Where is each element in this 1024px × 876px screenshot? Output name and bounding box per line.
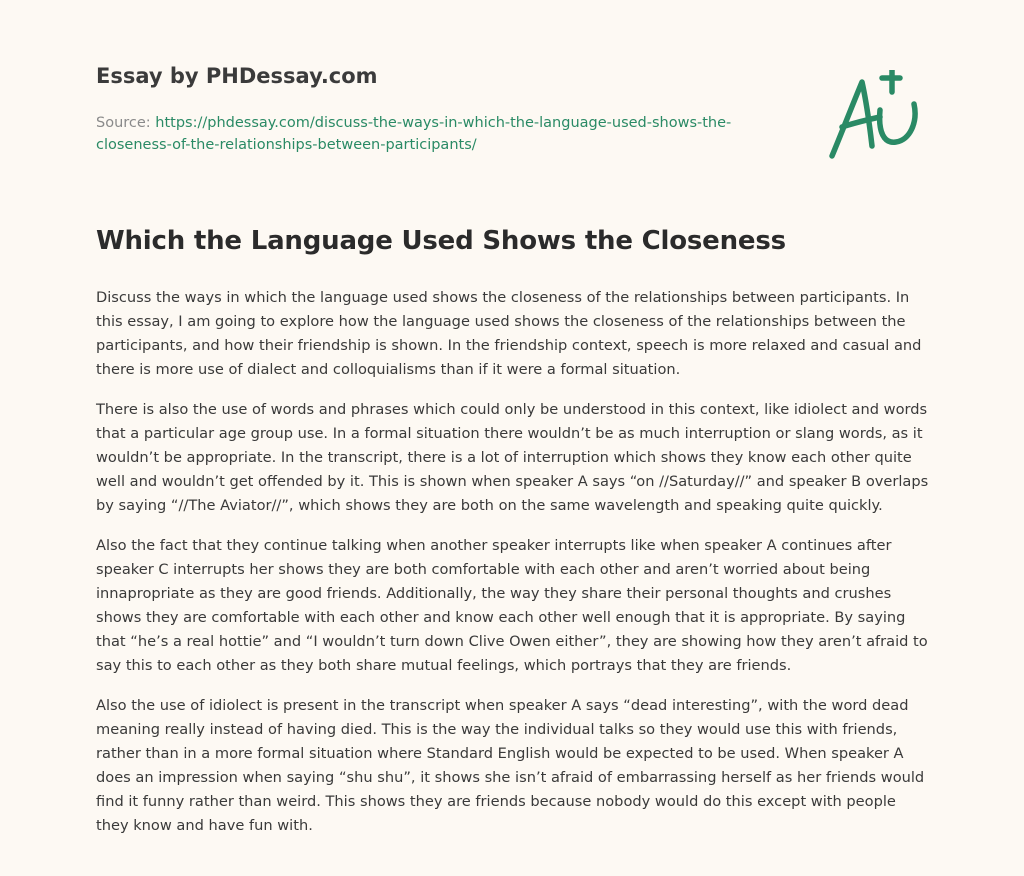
essay-paragraph: Discuss the ways in which the language used shows the closeness of the relationships between participants. In this essay, I am going to explore how the language used shows the closeness of the relationships between the participants, and how their friendship is shown. In the friendship context, speech is more relaxed and casual and there is more use of dialect and colloquialisms than if it were a formal situation. bbox=[96, 289, 922, 378]
source-label: Source: bbox=[96, 115, 156, 131]
essay-paragraph: Also the fact that they continue talking when another speaker interrupts like when speaker A continues after speaker C interrupts her shows they are both comfortable with each other and aren’t worried about being innapropriate as they are good friends. Additionally, the way they share their personal thoughts and crushes shows they are comfortable with each other and know each other well enough that it is appropriate. By saying that “he’s a real hottie” and “I wouldn’t turn down Clive Owen either”, they are showing how they aren’t afraid to say this to each other as they both share mutual feelings, which portrays that they are friends. bbox=[96, 537, 928, 674]
essay-paragraph: Also the use of idiolect is present in the transcript when speaker A says “dead interesting”, with the word dead meaning really instead of having died. This is the way the individual talks so they would use this with friends, rather than in a more formal situation where Standard English would be expected to be used. When speaker A does an impression when saying “shu shu”, it shows she isn’t afraid of embarrassing herself as her friends would find it funny rather than weird. This shows they are friends because nobody would do this except with people they know and have fun with. bbox=[96, 697, 925, 834]
essay-paragraph: There is also the use of words and phrases which could only be understood in this context, like idiolect and words that a particular age group use. In a formal situation there wouldn’t be as much interruption or slang words, as it wouldn’t be appropriate. In the transcript, there is a lot of interruption which shows they know each other quite well and wouldn’t get offended by it. This is shown when speaker A says “on //Saturday//” and speaker B overlaps by saying “//The Aviator//”, which shows they are both on the same wavelength and speaking quite quickly. bbox=[96, 401, 929, 514]
site-brand: Essay by PHDessay.com bbox=[96, 64, 378, 88]
source-line bbox=[96, 112, 756, 156]
essay-body bbox=[96, 286, 930, 854]
a-plus-logo-icon bbox=[826, 70, 926, 162]
essay-title: Which the Language Used Shows the Closeness bbox=[96, 226, 786, 256]
source-link[interactable]: https://phdessay.com/discuss-the-ways-in-which-the-language-used-shows-the-closeness-of-the-relationships-between-participants/ bbox=[96, 115, 732, 153]
